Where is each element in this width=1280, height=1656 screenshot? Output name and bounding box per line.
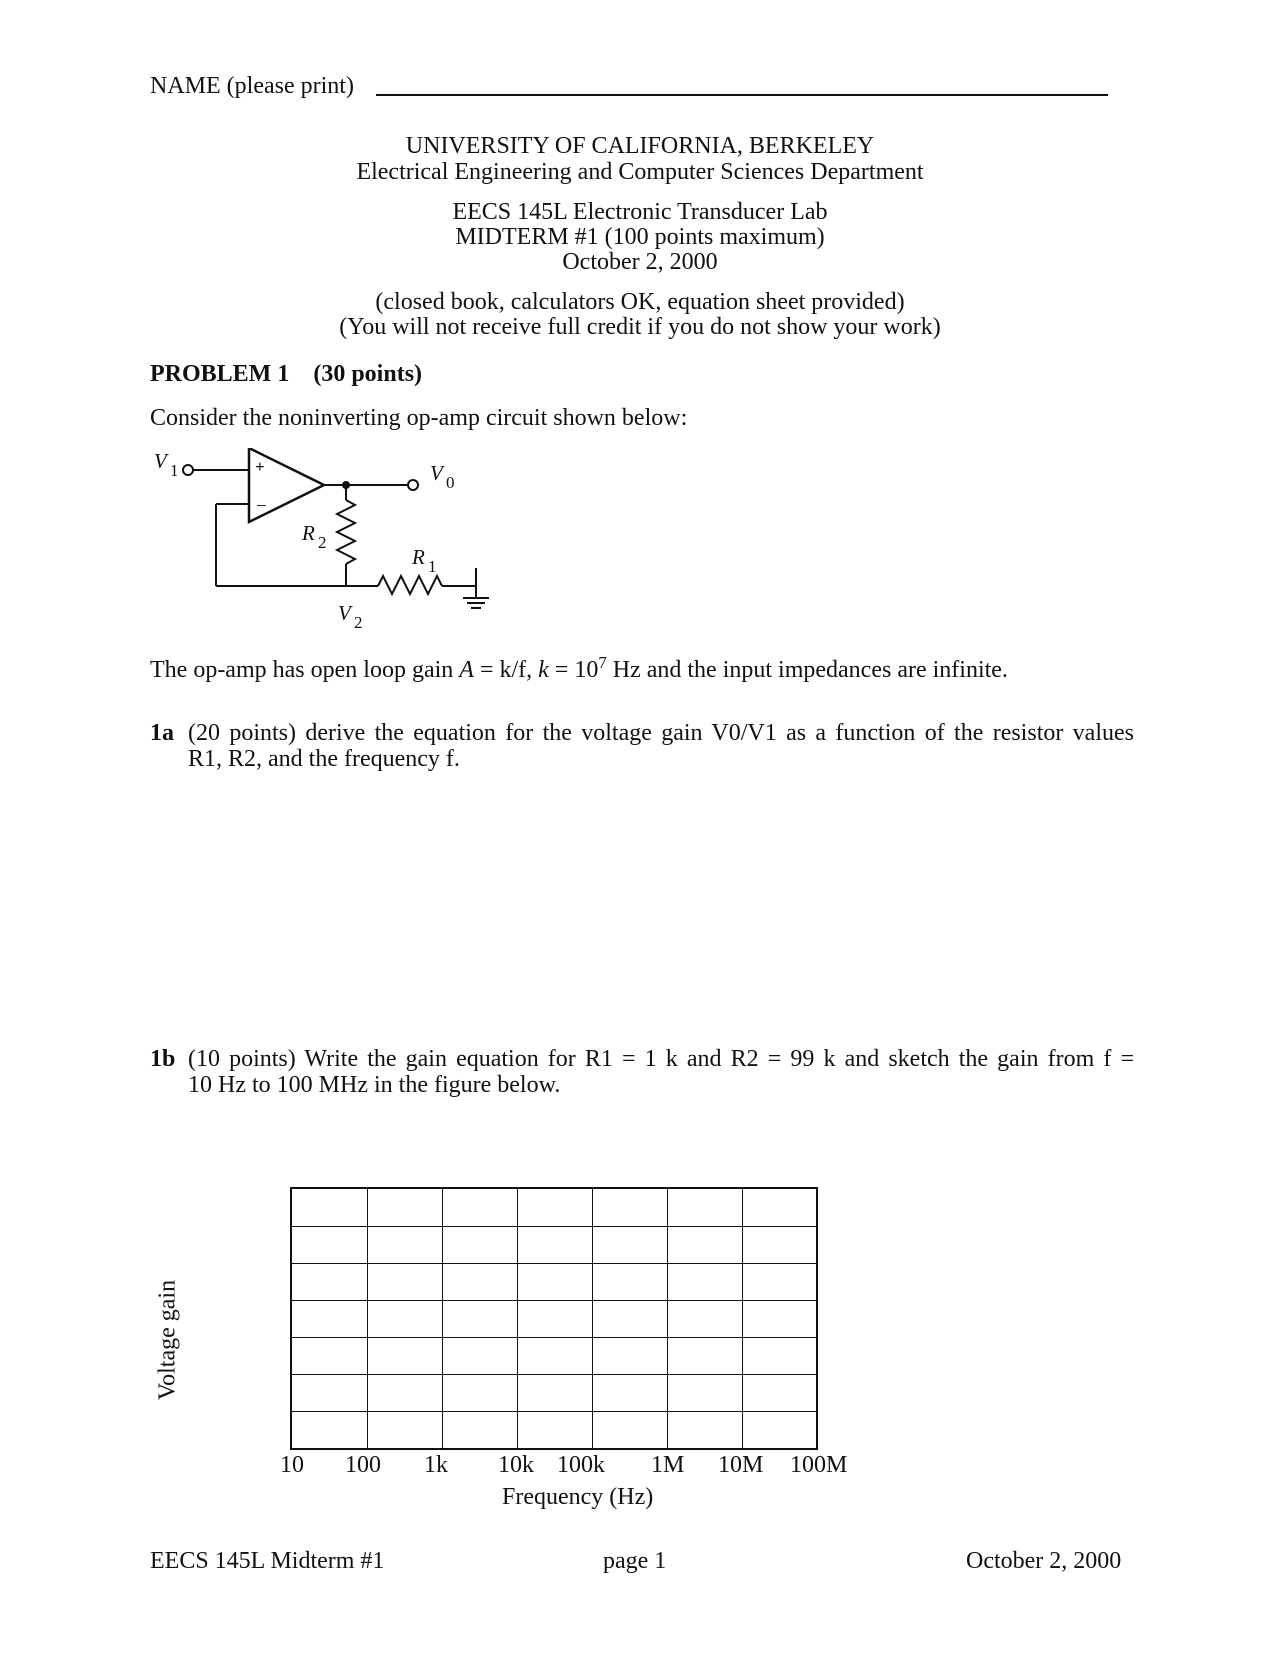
r2-label: R	[302, 521, 315, 545]
v0-terminal	[408, 480, 418, 490]
x-tick-100k: 100k	[557, 1452, 605, 1478]
v2-label: V	[338, 601, 351, 625]
footer-course: EECS 145L Midterm #1	[150, 1548, 385, 1574]
v2-subscript: 2	[354, 613, 363, 632]
r1-subscript: 1	[428, 557, 437, 576]
opamp-exponent: 7	[598, 653, 607, 672]
op-amp-circuit-diagram	[150, 448, 510, 648]
footer-date: October 2, 2000	[966, 1548, 1122, 1574]
x-tick-10k: 10k	[498, 1452, 534, 1478]
opamp-var-k: k	[538, 657, 549, 683]
output-node-dot	[342, 481, 350, 489]
x-tick-100: 100	[345, 1452, 381, 1478]
r2-subscript: 2	[318, 533, 327, 552]
q1b-text-line1: (10 points) Write the gain equation for R1 = 1 k and R2 = 99 k and sketch the gain from f =	[188, 1046, 1134, 1072]
x-tick-1k: 1k	[424, 1452, 448, 1478]
problem-title: PROBLEM 1	[150, 361, 290, 387]
v0-label: V	[430, 461, 443, 485]
exam-date: October 2, 2000	[562, 249, 718, 275]
grid-vline	[742, 1189, 743, 1448]
grid-hline	[292, 1337, 816, 1338]
v1-subscript: 1	[170, 461, 179, 480]
opamp-text-3: = 10	[548, 657, 599, 683]
q1b-label: 1b	[150, 1046, 176, 1072]
gain-sketch-grid[interactable]	[290, 1187, 818, 1450]
v0-subscript: 0	[446, 473, 455, 492]
exam-rules-2: (You will not receive full credit if you do not show your work)	[339, 314, 941, 340]
r2-resistor	[337, 500, 355, 564]
footer-page: page 1	[603, 1548, 667, 1574]
problem-points: (30 points)	[313, 361, 423, 387]
grid-vline	[367, 1189, 368, 1448]
grid-hline	[292, 1374, 816, 1375]
v1-label: V	[154, 449, 167, 473]
grid-vline	[517, 1189, 518, 1448]
exam-title: MIDTERM #1 (100 points maximum)	[455, 224, 825, 250]
q1a-label: 1a	[150, 720, 174, 746]
name-field-line[interactable]	[376, 94, 1108, 96]
grid-hline	[292, 1263, 816, 1264]
graph-ylabel: Voltage gain	[154, 1279, 181, 1401]
plus-input-label: +	[255, 457, 265, 476]
q1b-text-line2: 10 Hz to 100 MHz in the figure below.	[188, 1072, 561, 1098]
x-tick-1m: 1M	[651, 1452, 685, 1478]
x-tick-10m: 10M	[718, 1452, 764, 1478]
opamp-text-2: = k/f,	[473, 657, 539, 683]
v1-terminal	[183, 465, 193, 475]
graph-xlabel: Frequency (Hz)	[502, 1484, 654, 1510]
grid-hline	[292, 1300, 816, 1301]
opamp-var-a: A	[459, 657, 474, 683]
q1a-text-line1: (20 points) derive the equation for the voltage gain V0/V1 as a function of the resistor values	[188, 720, 1134, 746]
grid-hline	[292, 1411, 816, 1412]
opamp-statement	[150, 653, 1008, 683]
name-label: NAME (please print)	[150, 73, 354, 99]
exam-rules-1: (closed book, calculators OK, equation sheet provided)	[375, 289, 905, 315]
grid-vline	[667, 1189, 668, 1448]
minus-input-label: −	[256, 496, 267, 517]
q1a-text-line2: R1, R2, and the frequency f.	[188, 746, 460, 772]
course-title: EECS 145L Electronic Transducer Lab	[452, 199, 828, 225]
grid-vline	[442, 1189, 443, 1448]
r1-label: R	[412, 545, 425, 569]
opamp-text-4: Hz and the input impedances are infinite.	[606, 657, 1008, 683]
department-title: Electrical Engineering and Computer Sciences Department	[356, 159, 924, 185]
r1-resistor	[378, 576, 442, 594]
x-tick-100m: 100M	[790, 1452, 848, 1478]
problem-intro: Consider the noninverting op-amp circuit shown below:	[150, 405, 688, 431]
grid-vline	[592, 1189, 593, 1448]
x-tick-10: 10	[280, 1452, 304, 1478]
grid-hline	[292, 1226, 816, 1227]
problem-heading	[150, 361, 422, 387]
university-title: UNIVERSITY OF CALIFORNIA, BERKELEY	[405, 133, 875, 159]
opamp-text-1: The op-amp has open loop gain	[150, 657, 460, 683]
